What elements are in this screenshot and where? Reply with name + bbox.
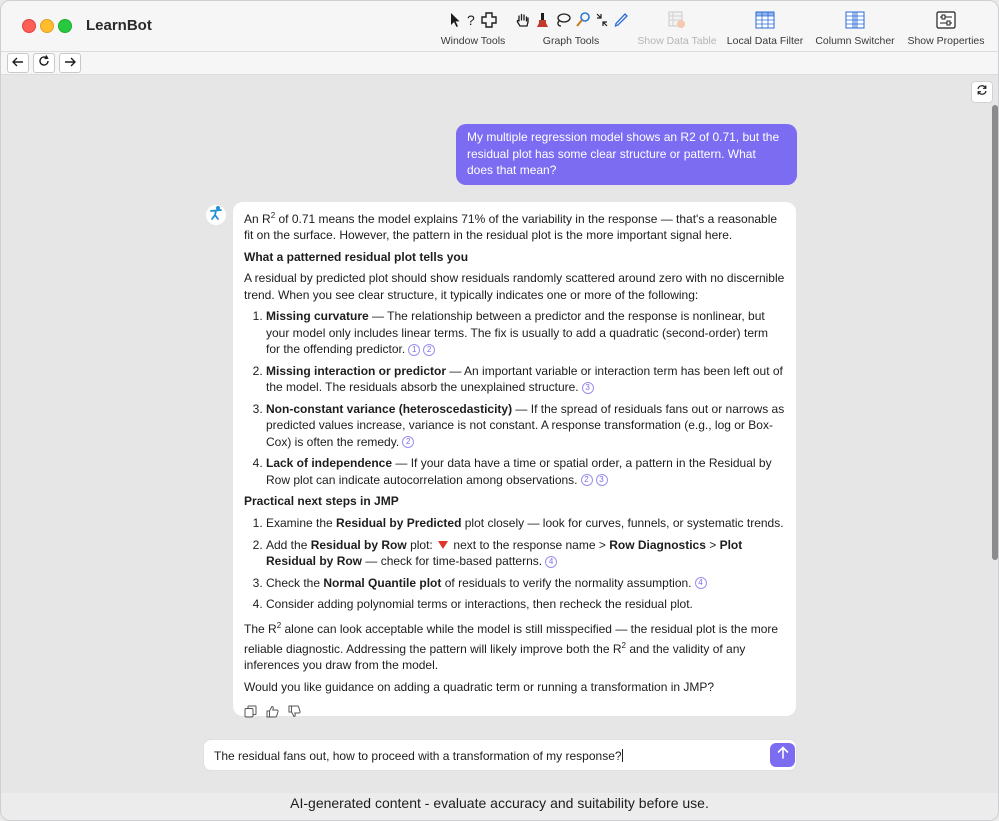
bot-intro: An $R^2$ of 0.71 means the model explains 71% of the variability in the response — that's a reasonable fit on the surface. However, the pattern in the residual plot is the more important signal here. xyxy=(244,211,778,243)
column-switcher-label: Column Switcher xyxy=(815,35,895,47)
citation-badge[interactable]: 3 xyxy=(596,474,608,486)
graph-tools-label: Graph Tools xyxy=(542,35,600,47)
show-data-table-button[interactable] xyxy=(637,9,717,47)
bot-avatar xyxy=(206,205,226,225)
magnifier-icon[interactable] xyxy=(576,12,590,28)
list-item: 3. Non-constant variance (heteroscedasticity) — If the spread of residuals fans out or narrows as predicted values increase, variance is not constant. A response transformation (e.g., log or Box-Cox) is often the remedy. 2 xyxy=(266,401,785,450)
bot-closing: The $R^2$ alone can look acceptable while the model is still misspecified — the residual plot is the more reliable diagnostic. Addressing the pattern will likely improve both the $R^2$ and the validity of any inferences you draw from the model. xyxy=(244,621,779,672)
red-triangle-icon xyxy=(438,541,448,549)
show-data-table-label: Show Data Table xyxy=(637,35,717,47)
send-button[interactable] xyxy=(770,743,795,767)
show-properties-button[interactable] xyxy=(905,9,987,47)
column-switcher-button[interactable] xyxy=(814,9,896,47)
scrollbar[interactable] xyxy=(992,105,998,560)
citation-badge[interactable]: 1 xyxy=(408,344,420,356)
lasso-icon[interactable] xyxy=(555,12,571,28)
bot-message xyxy=(233,202,796,716)
arrow-pointer-icon[interactable] xyxy=(449,12,461,28)
graph-tools-group xyxy=(515,9,627,47)
citation-badge[interactable]: 4 xyxy=(545,556,557,568)
brush-icon[interactable] xyxy=(536,12,550,28)
scaler-icon[interactable] xyxy=(595,12,609,28)
data-table-icon xyxy=(668,11,686,29)
copy-icon[interactable] xyxy=(244,705,257,718)
arrow-left-icon xyxy=(12,54,24,72)
text-caret xyxy=(622,749,623,762)
ai-disclaimer: AI-generated content - evaluate accuracy and suitability before use. xyxy=(1,793,998,820)
list-item: 3. Check the Normal Quantile plot of residuals to verify the normality assumption. 4 xyxy=(266,575,785,591)
navigation-bar xyxy=(1,52,998,75)
section-heading: What a patterned residual plot tells you xyxy=(244,250,469,265)
hand-grabber-icon[interactable] xyxy=(515,12,531,28)
list-item: 1. Examine the Residual by Predicted plot closely — look for curves, funnels, or systematic trends. xyxy=(266,515,785,531)
list-item: 4. Consider adding polynomial terms or interactions, then recheck the residual plot. xyxy=(266,596,785,612)
message-input[interactable] xyxy=(203,739,797,771)
bot-question: Would you like guidance on adding a quadratic term or running a transformation in JMP? xyxy=(244,679,715,694)
crosshair-selection-icon[interactable] xyxy=(481,12,497,28)
message-input-text[interactable]: The residual fans out, how to proceed with a transformation of my response? xyxy=(214,749,622,763)
feedback-bar xyxy=(244,705,785,718)
pencil-icon[interactable] xyxy=(614,12,628,28)
causes-list xyxy=(244,308,785,487)
reload-icon xyxy=(38,54,50,72)
window-tools-group xyxy=(439,9,507,47)
section-heading: Practical next steps in JMP xyxy=(244,494,399,509)
svg-text:?: ? xyxy=(467,12,475,28)
zoom-window-button[interactable] xyxy=(58,19,72,33)
properties-icon xyxy=(936,11,956,29)
steps-list xyxy=(244,515,785,613)
chat-area xyxy=(1,75,998,793)
reload-button[interactable] xyxy=(33,53,55,73)
refresh-icon xyxy=(976,83,988,101)
user-message: My multiple regression model shows an R2 of 0.71, but the residual plot has some clear structure or pattern. What does that mean? xyxy=(456,124,797,185)
bot-paragraph: A residual by predicted plot should show residuals randomly scattered around zero with no discernible trend. When you see clear structure, it typically indicates one or more of the following: xyxy=(244,271,785,302)
thumbs-down-icon[interactable] xyxy=(288,705,301,718)
bot-figure-icon xyxy=(208,205,224,226)
citation-badge[interactable]: 2 xyxy=(423,344,435,356)
list-item: 4. Lack of independence — If your data have a time or spatial order, a pattern in the Residual by Row plot can indicate autocorrelation among observations. 2 3 xyxy=(266,455,785,488)
minimize-window-button[interactable] xyxy=(40,19,54,33)
list-item: 2. Add the Residual by Row plot: next to the response name > Row Diagnostics > Plot Residual by Row — check for time-based patterns. 4 xyxy=(266,537,785,570)
list-item: 1. Missing curvature — The relationship between a predictor and the response is nonlinear, but your model only includes linear terms. The fix is usually to add a quadratic (second-order) term for the offending predictor. 1 2 xyxy=(266,308,785,357)
back-button[interactable] xyxy=(7,53,29,73)
window-tools-label: Window Tools xyxy=(440,35,506,47)
show-properties-label: Show Properties xyxy=(907,35,985,47)
help-question-icon[interactable] xyxy=(466,12,476,28)
arrow-up-icon xyxy=(777,746,789,764)
refresh-chat-button[interactable] xyxy=(971,81,993,103)
citation-badge[interactable]: 3 xyxy=(582,382,594,394)
forward-button[interactable] xyxy=(59,53,81,73)
list-item: 2. Missing interaction or predictor — An important variable or interaction term has been left out of the model. The residuals absorb the unexplained structure. 3 xyxy=(266,363,785,396)
column-switcher-icon xyxy=(845,11,865,29)
citation-badge[interactable]: 2 xyxy=(402,436,414,448)
local-data-filter-icon xyxy=(755,11,775,29)
local-data-filter-label: Local Data Filter xyxy=(726,35,804,47)
app-title: LearnBot xyxy=(86,17,152,34)
citation-badge[interactable]: 4 xyxy=(695,577,707,589)
arrow-right-icon xyxy=(64,54,76,72)
close-window-button[interactable] xyxy=(22,19,36,33)
title-bar xyxy=(1,1,998,52)
local-data-filter-button[interactable] xyxy=(725,9,805,47)
thumbs-up-icon[interactable] xyxy=(266,705,279,718)
citation-badge[interactable]: 2 xyxy=(581,474,593,486)
